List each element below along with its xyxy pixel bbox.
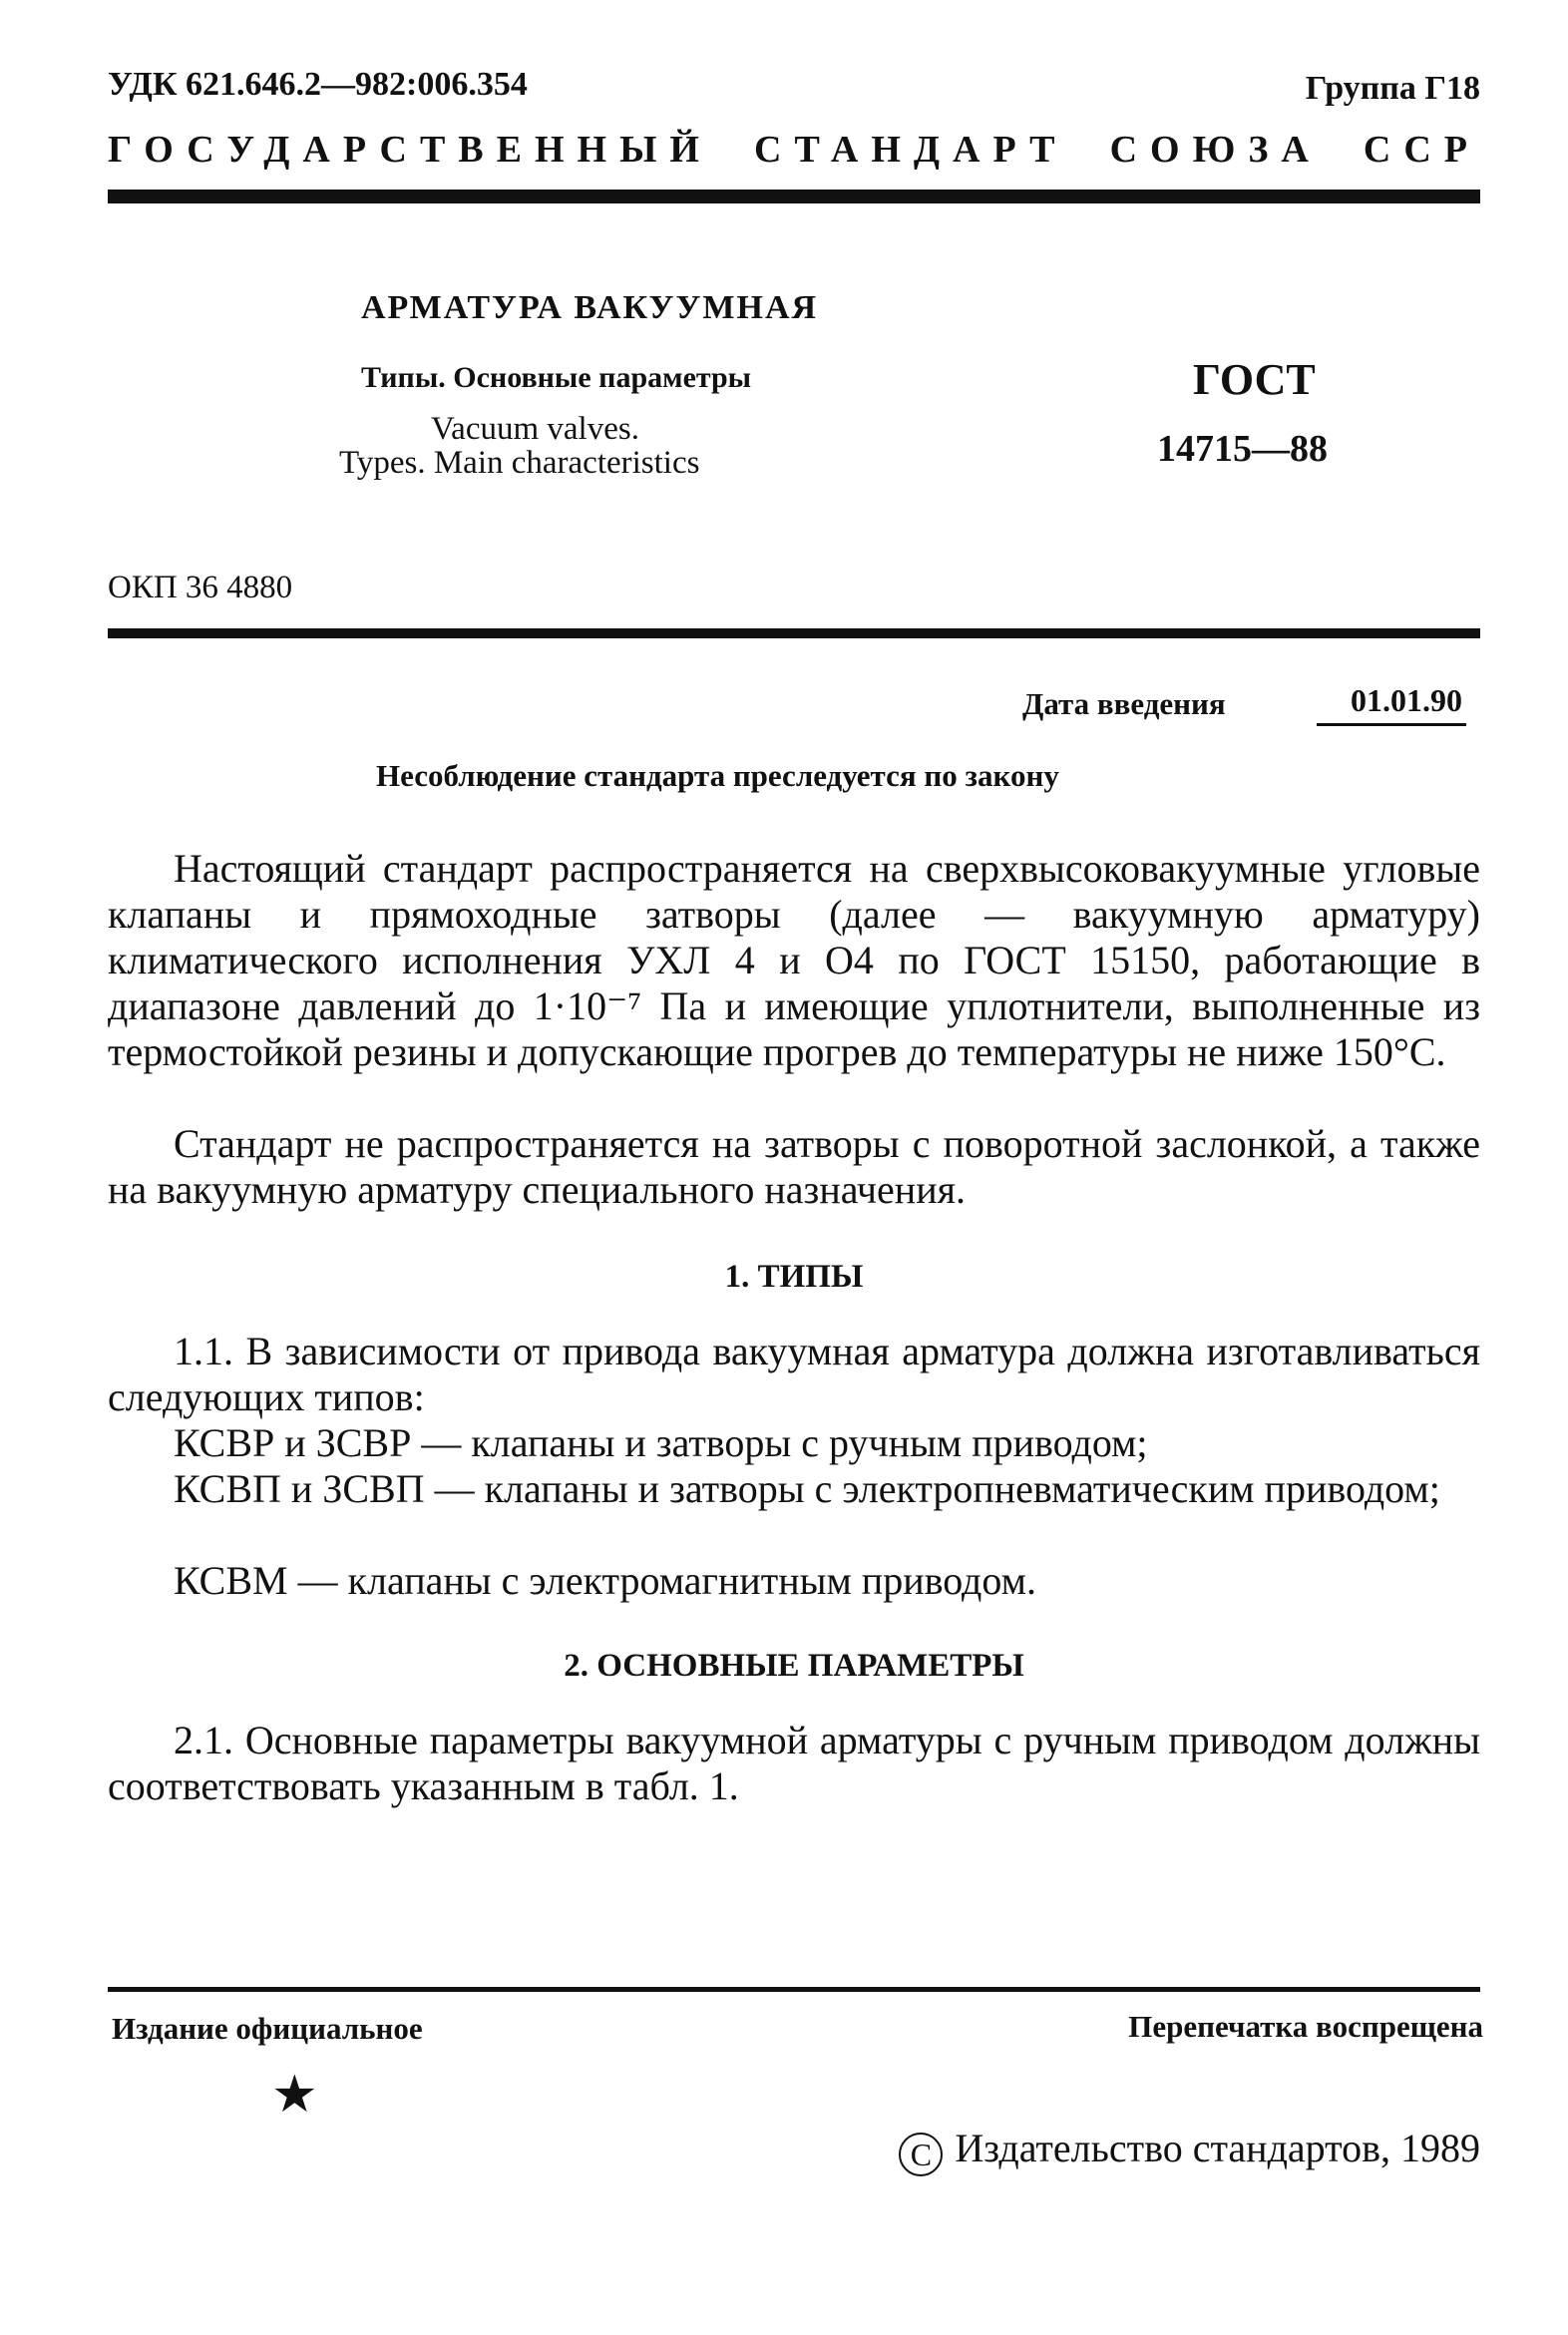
gost-number: 14715—88 xyxy=(1157,428,1328,470)
group-code: Группа Г18 xyxy=(1305,70,1480,107)
document-title: АРМАТУРА ВАКУУМНАЯ xyxy=(361,289,819,326)
okp-code: ОКП 36 4880 xyxy=(108,570,293,605)
udk-code: УДК 621.646.2—982:006.354 xyxy=(108,66,528,103)
introduction-date-value: 01.01.90 xyxy=(1351,682,1462,718)
reprint-prohibited: Перепечатка воспрещена xyxy=(1128,2009,1483,2044)
copyright-icon: С xyxy=(899,2133,943,2176)
document-subtitle: Типы. Основные параметры xyxy=(361,361,752,394)
publisher-name: Издательство стандартов, 1989 xyxy=(955,2126,1480,2170)
date-underline xyxy=(1317,723,1466,726)
type-item-ksvr: КСВР и ЗСВР — клапаны и затворы с ручным приводом; xyxy=(174,1420,1148,1465)
scope-paragraph: Настоящий стандарт распространяется на сверхвысоковакуумные угловые клапаны и прямоходные затворы (далее — вакуумную арматуру) климатического исполнения УХЛ 4 и О4 по ГОСТ 15150, работающие в диапазоне давлений до 1·10⁻⁷ Па и имеющие уплотнители, выполненные из термостойкой резины и допускающие прогрев до температуры не ниже 150°С. xyxy=(108,846,1480,1074)
type-item-ksvp: КСВП и ЗСВП — клапаны и затворы с электропневматическим приводом; xyxy=(174,1466,1440,1511)
penalty-notice: Несоблюдение стандарта преследуется по закону xyxy=(376,758,1059,793)
section-2-heading: 2. ОСНОВНЫЕ ПАРАМЕТРЫ xyxy=(564,1648,1024,1684)
official-edition: Издание официальное xyxy=(112,2011,423,2046)
section-1-heading: 1. ТИПЫ xyxy=(724,1259,864,1295)
gost-label: ГОСТ xyxy=(1193,355,1316,404)
okp-rule xyxy=(108,628,1480,638)
english-title-line1: Vacuum valves. xyxy=(431,411,639,447)
clause-2-1: 2.1. Основные параметры вакуумной арматуры с ручным приводом должны соответствовать указанным в табл. 1. xyxy=(108,1718,1480,1808)
introduction-date-label: Дата введения xyxy=(1022,686,1226,721)
state-standard-banner: ГОСУДАРСТВЕННЫЙ СТАНДАРТ СОЮЗА ССР xyxy=(108,129,1480,171)
footer-rule xyxy=(108,1987,1480,1992)
english-title-line2: Types. Main characteristics xyxy=(339,445,700,481)
star-icon: ★ xyxy=(271,2067,318,2124)
clause-1-1: 1.1. В зависимости от привода вакуумная арматура должна изготавливаться следующих типов: xyxy=(108,1329,1480,1419)
type-item-ksvm: КСВМ — клапаны с электромагнитным приводом. xyxy=(174,1558,1036,1603)
header-rule xyxy=(108,190,1480,203)
copyright-line xyxy=(899,2125,1480,2176)
exclusion-paragraph: Стандарт не распространяется на затворы с поворотной заслонкой, а также на вакуумную арматуру специального назначения. xyxy=(108,1121,1480,1212)
